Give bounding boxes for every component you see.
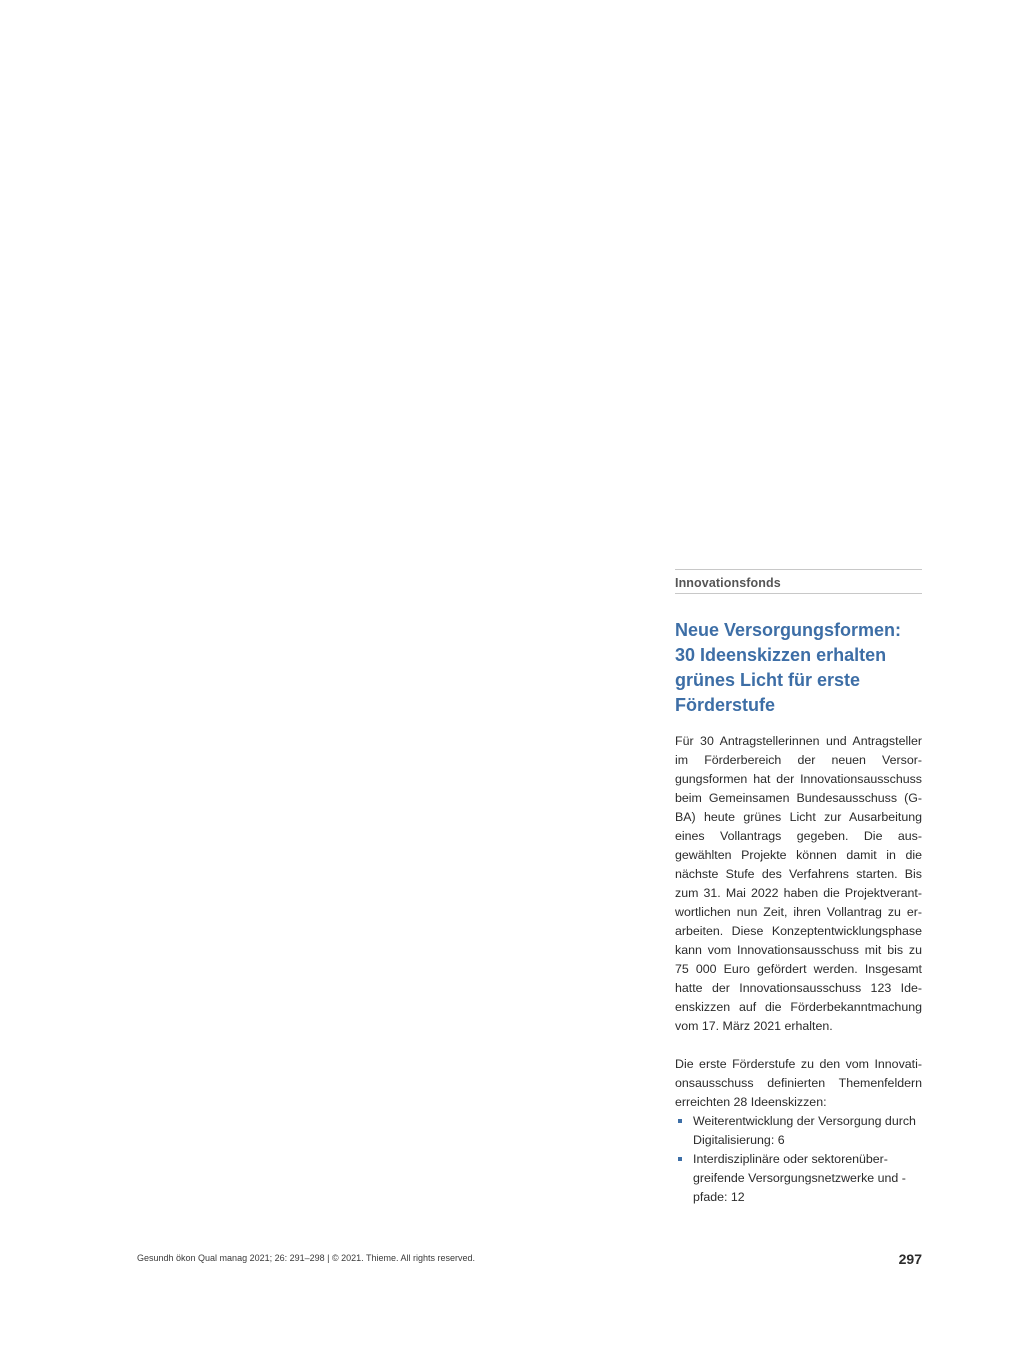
article-headline: Neue Versorgungsformen: 30 Ideenskizzen erhalten grünes Licht für erste Förderstufe: [675, 620, 902, 715]
page-number: 297: [898, 1251, 922, 1267]
list-item-text: Weiterentwicklung der Versorgung durch Digitalisierung: 6: [693, 1114, 916, 1147]
footer-citation: Gesundh ökon Qual manag 2021; 26: 291–298 | © 2021. Thieme. All rights reserved.: [137, 1253, 476, 1263]
list-item: [675, 1112, 922, 1150]
topic-list: [675, 1112, 922, 1207]
square-bullet-icon: [678, 1157, 682, 1161]
article-paragraph-2: Die erste Förderstufe zu den vom Innovationsausschuss definierten Themenfeldern erreichten 28 Ideenskizzen:: [675, 1057, 922, 1109]
section-label: Innovationsfonds: [675, 576, 781, 590]
news-column: [675, 569, 922, 1207]
list-item: [675, 1150, 922, 1207]
list-item-text: Interdisziplinäre oder sektorenübergreifende Versorgungsnetzwerke und -pfade: 12: [693, 1152, 906, 1204]
article-paragraph-1: Für 30 Antragstellerinnen und Antragsteller im Förderbereich der neuen Versorgungsformen hat der Innovationsausschuss beim Gemeinsamen Bundesausschuss (G-BA) heute grünes Licht zur Ausarbeitung eines Vollantrags gegeben. Die ausgewählten Projekte können damit in die nächste Stufe des Verfahrens starten. Bis zum 31. Mai 2022 haben die Projektverantwortlichen nun Zeit, ihren Vollantrag zu erarbeiten. Diese Konzeptentwicklungsphase kann vom Innovationsausschuss mit bis zu 75 000 Euro gefördert werden. Insgesamt hatte der Innovationsausschuss 123 Ideenskizzen auf die Förderbekanntmachung vom 17. März 2021 erhalten.: [675, 734, 922, 1033]
section-header: [675, 569, 922, 594]
square-bullet-icon: [678, 1119, 682, 1123]
